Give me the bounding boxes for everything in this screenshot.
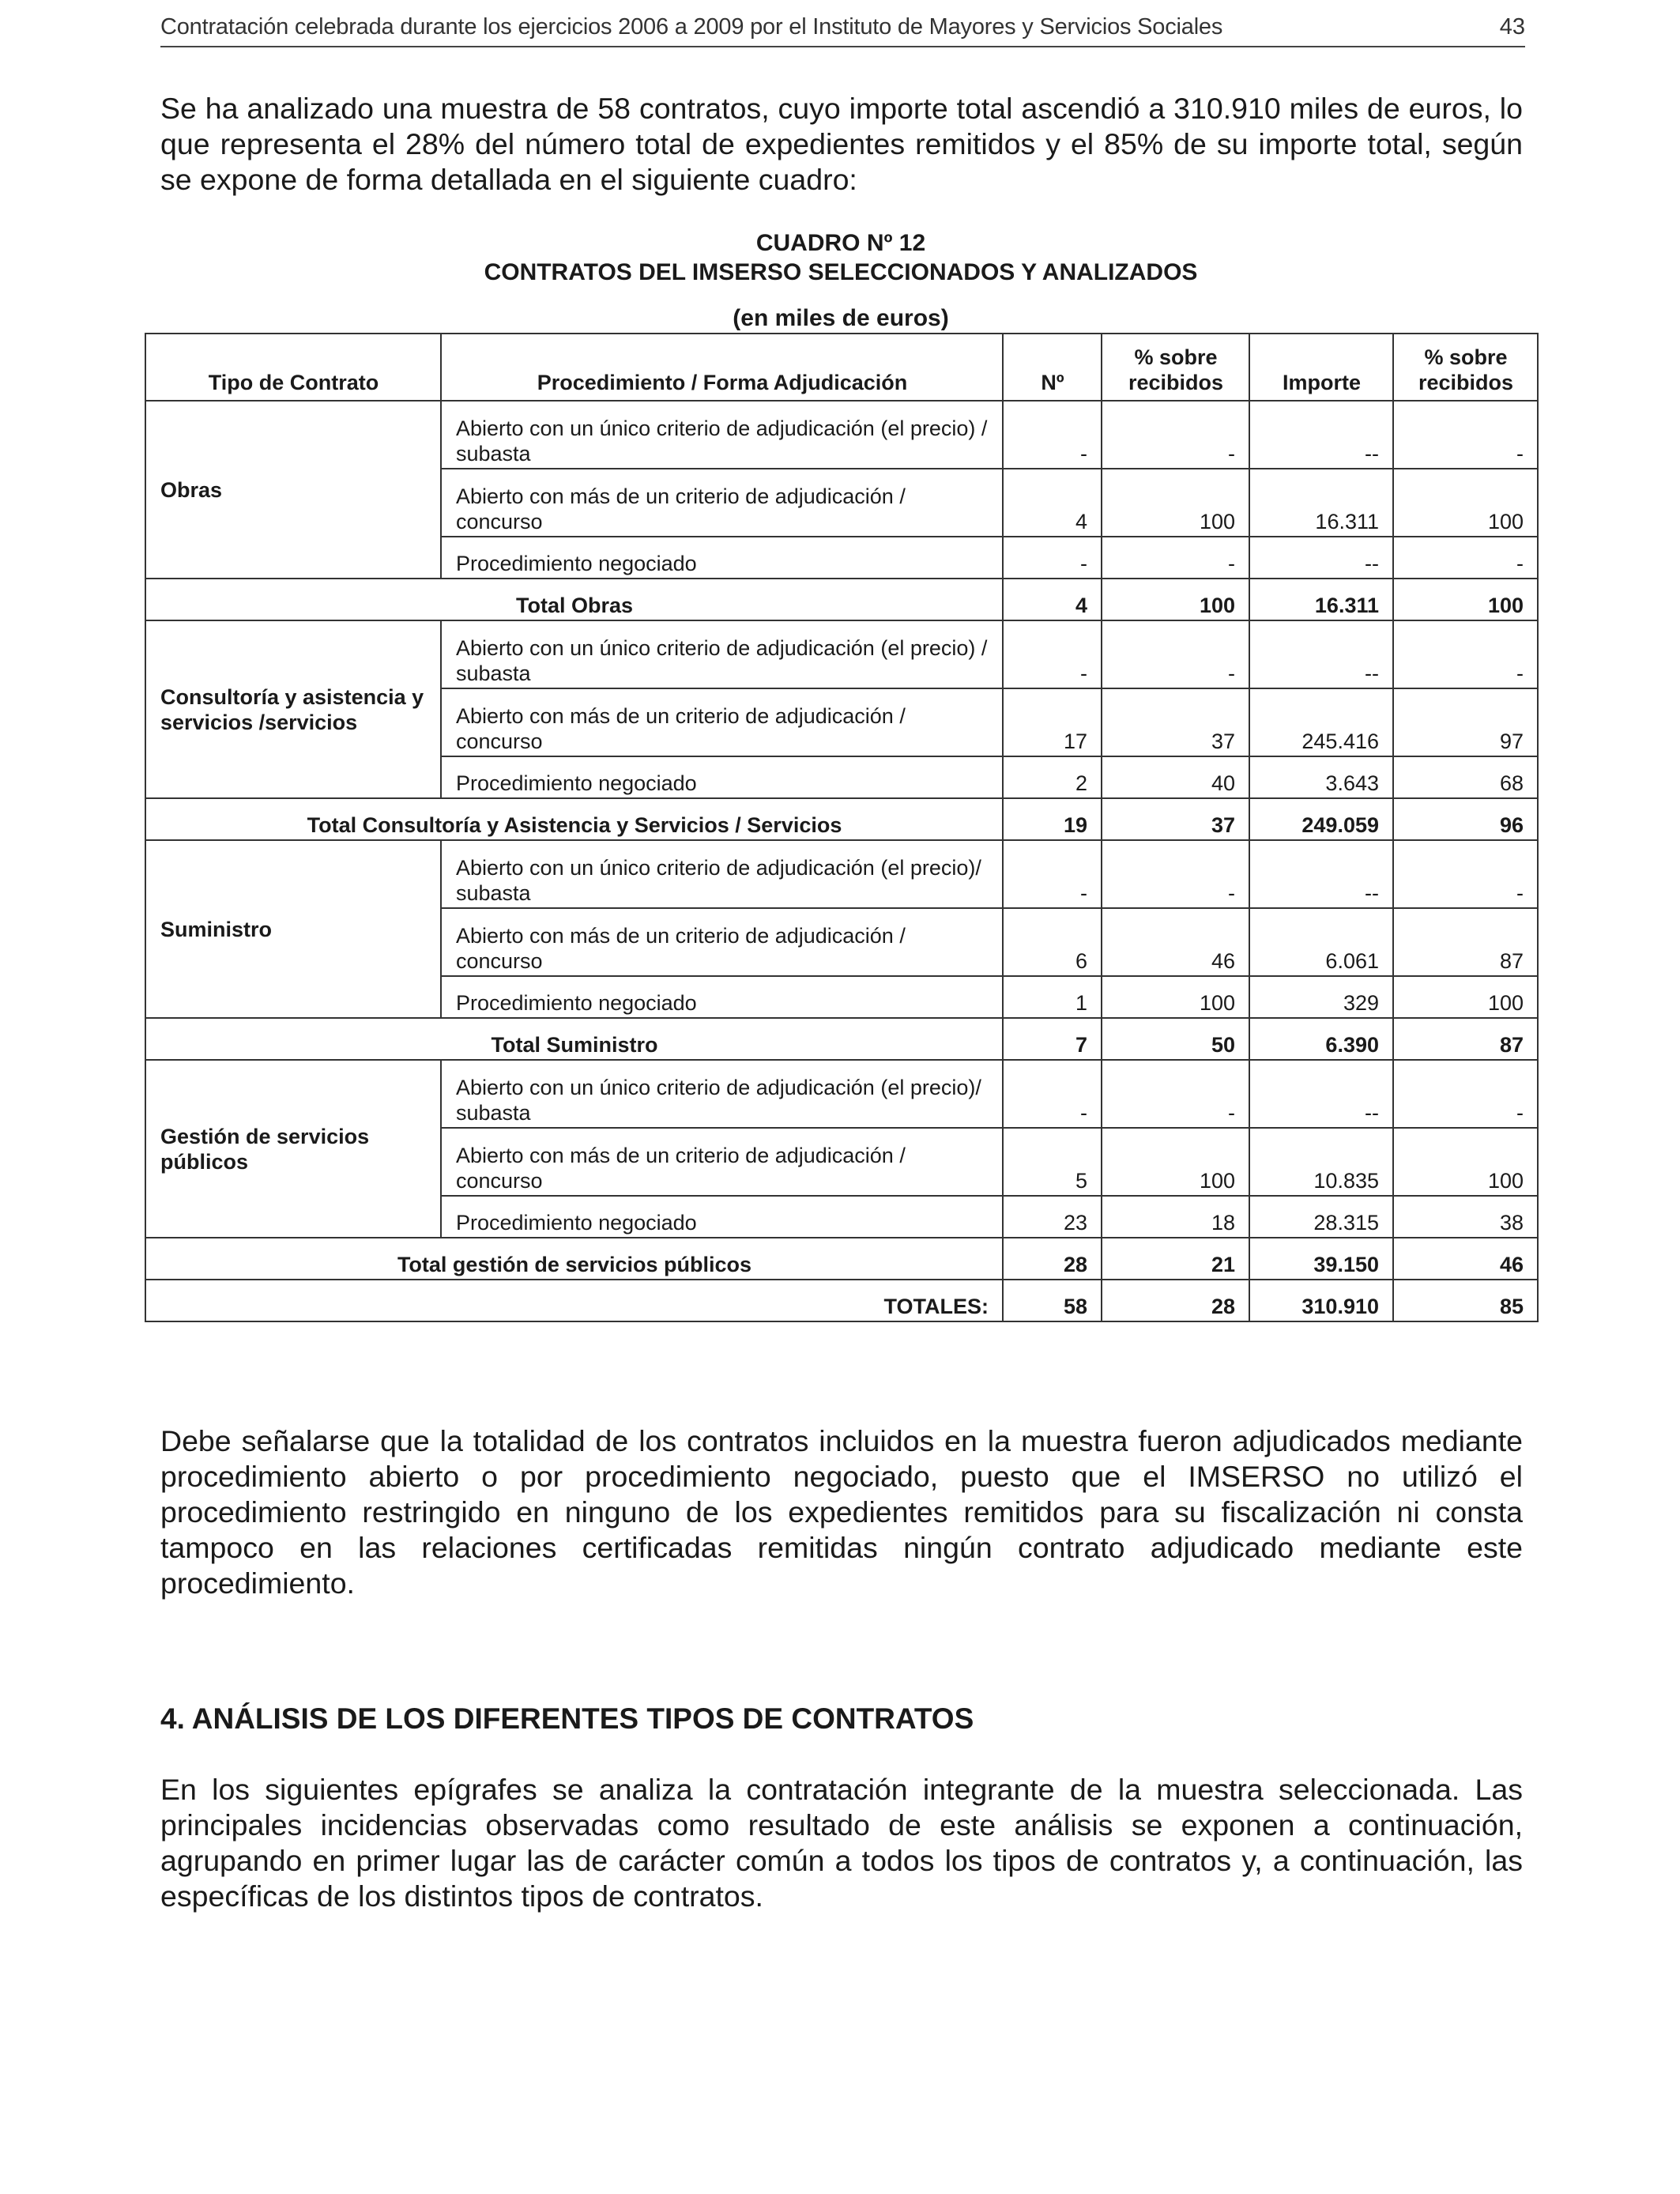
pct-count-cell: 100 [1102, 976, 1249, 1018]
amount-cell: -- [1249, 537, 1393, 579]
amount-cell: 329 [1249, 976, 1393, 1018]
grand-total-pct-count: 28 [1102, 1280, 1249, 1321]
count-cell: - [1003, 840, 1102, 908]
pct-amount-cell: 100 [1393, 976, 1538, 1018]
pct-count-cell: - [1102, 537, 1249, 579]
table-row [145, 1060, 1538, 1128]
pct-amount-cell: - [1393, 1060, 1538, 1128]
amount-cell: 6.061 [1249, 908, 1393, 976]
group-type-cell: Suministro [145, 840, 441, 1018]
pct-count-cell: 40 [1102, 756, 1249, 798]
header-tipo: Tipo de Contrato [145, 334, 441, 401]
procedure-cell: Abierto con un único criterio de adjudicación (el precio)/ subasta [441, 840, 1003, 908]
pct-count-cell: - [1102, 401, 1249, 469]
header-numero: Nº [1003, 334, 1102, 401]
table-caption-title: CONTRATOS DEL IMSERSO SELECCIONADOS Y ANALIZADOS [484, 259, 1198, 285]
procedure-cell: Procedimiento negociado [441, 1196, 1003, 1238]
pct-count-cell: 37 [1102, 688, 1249, 756]
pct-amount-cell: 100 [1393, 469, 1538, 537]
group-total-row [145, 579, 1538, 620]
amount-cell: -- [1249, 620, 1393, 688]
pct-amount-cell: - [1393, 401, 1538, 469]
pct-amount-cell: - [1393, 840, 1538, 908]
intro-paragraph: Se ha analizado una muestra de 58 contratos, cuyo importe total ascendió a 310.910 miles de euros, lo que representa el 28% del número total de expedientes remitidos y el 85% de su importe total, según se expone de forma detallada en el siguiente cuadro: [160, 92, 1523, 196]
amount-cell: 16.311 [1249, 469, 1393, 537]
amount-cell: 245.416 [1249, 688, 1393, 756]
grand-total-pct-amount: 85 [1393, 1280, 1538, 1321]
procedure-cell: Abierto con un único criterio de adjudicación (el precio)/ subasta [441, 1060, 1003, 1128]
total-label: Total Obras [145, 579, 1003, 620]
procedure-cell: Abierto con más de un criterio de adjudicación / concurso [441, 469, 1003, 537]
count-cell: - [1003, 620, 1102, 688]
group-type-cell: Obras [145, 401, 441, 579]
total-count: 19 [1003, 798, 1102, 840]
group-total-row [145, 1018, 1538, 1060]
pct-count-cell: 46 [1102, 908, 1249, 976]
procedure-cell: Abierto con más de un criterio de adjudicación / concurso [441, 908, 1003, 976]
pct-count-cell: 100 [1102, 469, 1249, 537]
amount-cell: -- [1249, 840, 1393, 908]
group-total-row [145, 1238, 1538, 1280]
pct-amount-cell: 87 [1393, 908, 1538, 976]
procedure-cell: Abierto con un único criterio de adjudicación (el precio) / subasta [441, 620, 1003, 688]
total-count: 4 [1003, 579, 1102, 620]
count-cell: - [1003, 537, 1102, 579]
group-total-row [145, 798, 1538, 840]
table-row [145, 620, 1538, 688]
count-cell: 1 [1003, 976, 1102, 1018]
total-label: Total Suministro [145, 1018, 1003, 1060]
after-table-paragraph: Debe señalarse que la totalidad de los contratos incluidos en la muestra fueron adjudicados mediante procedimiento abierto o por procedimiento negociado, puesto que el IMSERSO no utilizó el procedimiento restringido en ninguno de los expedientes remitidos para su fiscalización ni consta tampoco en las relaciones certificadas remitidas ningún contrato adjudicado mediante este procedimiento. [160, 1424, 1523, 1600]
header-importe: Importe [1249, 334, 1393, 401]
section-heading: 4. ANÁLISIS DE LOS DIFERENTES TIPOS DE CONTRATOS [160, 1702, 974, 1735]
total-count: 28 [1003, 1238, 1102, 1280]
table-row [145, 840, 1538, 908]
count-cell: - [1003, 401, 1102, 469]
pct-amount-cell: 38 [1393, 1196, 1538, 1238]
table-caption-units: (en miles de euros) [733, 305, 949, 331]
pct-amount-cell: 68 [1393, 756, 1538, 798]
pct-count-cell: - [1102, 620, 1249, 688]
group-type-cell: Gestión de servicios públicos [145, 1060, 441, 1238]
table-header-row [145, 334, 1538, 401]
amount-cell: -- [1249, 401, 1393, 469]
total-pct-amount: 87 [1393, 1018, 1538, 1060]
table-caption-number: CUADRO Nº 12 [755, 230, 926, 256]
pct-amount-cell: 100 [1393, 1128, 1538, 1196]
count-cell: 4 [1003, 469, 1102, 537]
pct-amount-cell: - [1393, 620, 1538, 688]
total-pct-amount: 96 [1393, 798, 1538, 840]
total-pct-count: 37 [1102, 798, 1249, 840]
count-cell: 17 [1003, 688, 1102, 756]
contracts-table [145, 333, 1539, 1322]
total-pct-amount: 100 [1393, 579, 1538, 620]
grand-total-amount: 310.910 [1249, 1280, 1393, 1321]
pct-count-cell: 18 [1102, 1196, 1249, 1238]
amount-cell: 10.835 [1249, 1128, 1393, 1196]
procedure-cell: Abierto con más de un criterio de adjudicación / concurso [441, 1128, 1003, 1196]
procedure-cell: Abierto con un único criterio de adjudicación (el precio) / subasta [441, 401, 1003, 469]
total-count: 7 [1003, 1018, 1102, 1060]
grand-total-count: 58 [1003, 1280, 1102, 1321]
total-amount: 6.390 [1249, 1018, 1393, 1060]
final-paragraph: En los siguientes epígrafes se analiza la contratación integrante de la muestra seleccionada. Las principales incidencias observadas como resultado de este análisis se exponen a continuación, agrupando en primer lugar las de carácter común a todos los tipos de contratos y, a continuación, las específicas de los distintos tipos de contratos. [160, 1773, 1523, 1913]
pct-count-cell: - [1102, 1060, 1249, 1128]
count-cell: - [1003, 1060, 1102, 1128]
count-cell: 23 [1003, 1196, 1102, 1238]
running-title: Contratación celebrada durante los ejercicios 2006 a 2009 por el Instituto de Mayores y Servicios Sociales [160, 14, 1223, 40]
pct-count-cell: - [1102, 840, 1249, 908]
total-pct-amount: 46 [1393, 1238, 1538, 1280]
page-header [160, 11, 1525, 47]
grand-total-label: TOTALES: [145, 1280, 1003, 1321]
total-amount: 39.150 [1249, 1238, 1393, 1280]
pct-count-cell: 100 [1102, 1128, 1249, 1196]
total-label: Total gestión de servicios públicos [145, 1238, 1003, 1280]
grand-total-row [145, 1280, 1538, 1321]
count-cell: 5 [1003, 1128, 1102, 1196]
total-pct-count: 21 [1102, 1238, 1249, 1280]
page-number: 43 [1499, 14, 1525, 40]
count-cell: 6 [1003, 908, 1102, 976]
amount-cell: 28.315 [1249, 1196, 1393, 1238]
count-cell: 2 [1003, 756, 1102, 798]
procedure-cell: Procedimiento negociado [441, 976, 1003, 1018]
pct-amount-cell: - [1393, 537, 1538, 579]
procedure-cell: Procedimiento negociado [441, 537, 1003, 579]
group-type-cell: Consultoría y asistencia y servicios /servicios [145, 620, 441, 798]
amount-cell: 3.643 [1249, 756, 1393, 798]
total-pct-count: 50 [1102, 1018, 1249, 1060]
table-row [145, 401, 1538, 469]
procedure-cell: Procedimiento negociado [441, 756, 1003, 798]
header-procedimiento: Procedimiento / Forma Adjudicación [441, 334, 1003, 401]
pct-amount-cell: 97 [1393, 688, 1538, 756]
total-amount: 16.311 [1249, 579, 1393, 620]
total-amount: 249.059 [1249, 798, 1393, 840]
amount-cell: -- [1249, 1060, 1393, 1128]
procedure-cell: Abierto con más de un criterio de adjudicación / concurso [441, 688, 1003, 756]
total-pct-count: 100 [1102, 579, 1249, 620]
table-body [145, 334, 1538, 1321]
header-pct-importe: % sobre recibidos [1393, 334, 1538, 401]
header-pct-numero: % sobre recibidos [1102, 334, 1249, 401]
total-label: Total Consultoría y Asistencia y Servicios / Servicios [145, 798, 1003, 840]
